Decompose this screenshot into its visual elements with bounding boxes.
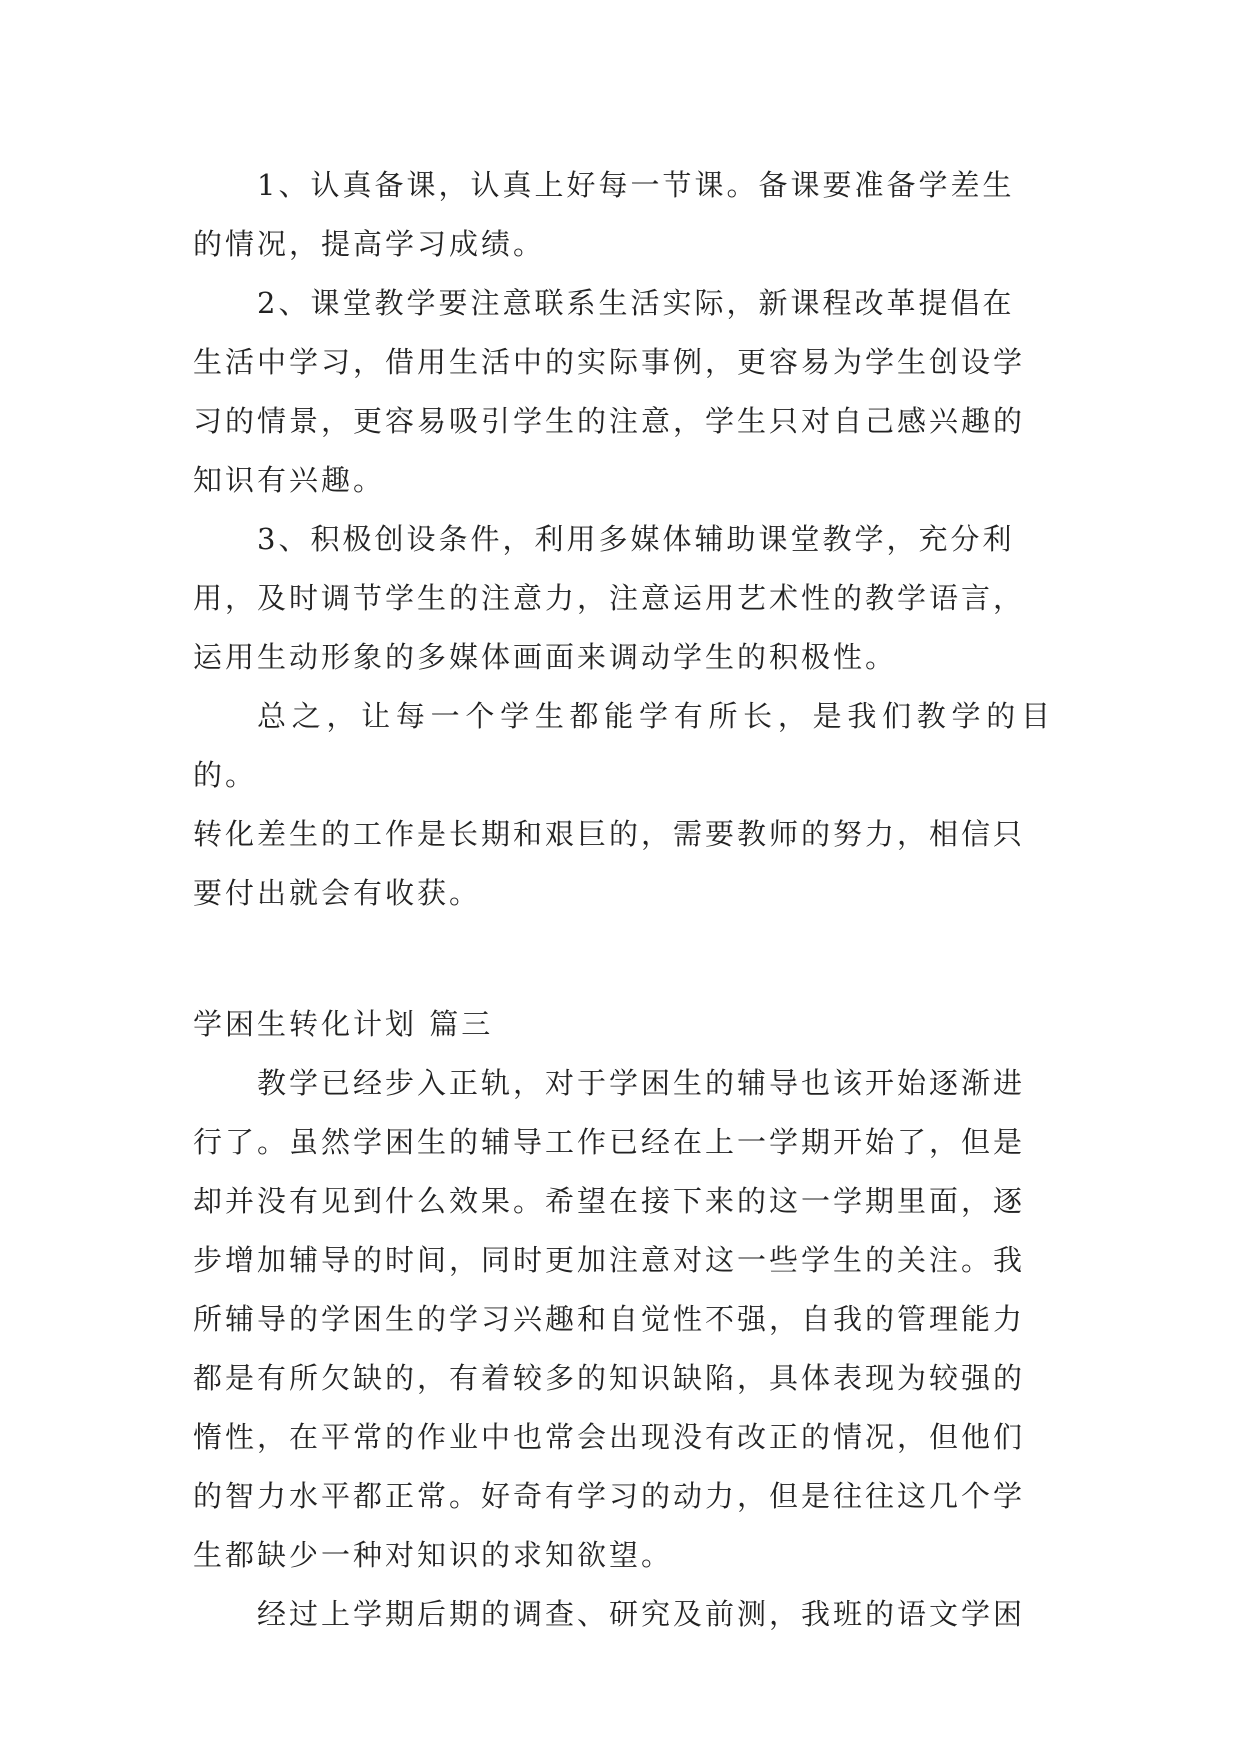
paragraph-1: 1、认真备课，认真上好每一节课。备课要准备学差生 的情况，提高学习成绩。 [193, 168, 1015, 261]
paragraph-3: 3、积极创设条件，利用多媒体辅助课堂教学，充分利 用，及时调节学生的注意力，注意运用艺术性的教学语言， 运用生动形象的多媒体画面来调动学生的积极性。 [193, 522, 1026, 674]
section-heading: 学困生转化计划 篇三 [193, 1007, 494, 1041]
document-body [193, 156, 1053, 1644]
paragraph-6: 经过上学期后期的调查、研究及前测，我班的语文学困 [257, 1597, 1026, 1631]
paragraph-4: 总之，让每一个学生都能学有所长，是我们教学的目的。 转化差生的工作是长期和艰巨的，需要教师的努力，相信只 要付出就会有收获。 [193, 699, 1053, 910]
paragraph-5: 教学已经步入正轨，对于学困生的辅导也该开始逐渐进 行了。虽然学困生的辅导工作已经在上一学期开始了，但是 却并没有见到什么效果。希望在接下来的这一学期里面，逐 步增加辅导的时间，同时更加注意对这一些学生的关注。我 所辅导的学困生的学习兴趣和自觉性不强，自我的管理能力 都是有所欠缺的，有着较多的知识缺陷，具体表现为较强的 惰性，在平常的作业中也常会出现没有改正的情况，但他们 的智力水平都正常。好奇有学习的动力，但是往往这几个学 生都缺少一种对知识的求知欲望。 [193, 1066, 1026, 1572]
paragraph-2: 2、课堂教学要注意联系生活实际，新课程改革提倡在 生活中学习，借用生活中的实际事例，更容易为学生创设学 习的情景，更容易吸引学生的注意，学生只对自己感兴趣的 知识有兴趣。 [193, 286, 1026, 497]
